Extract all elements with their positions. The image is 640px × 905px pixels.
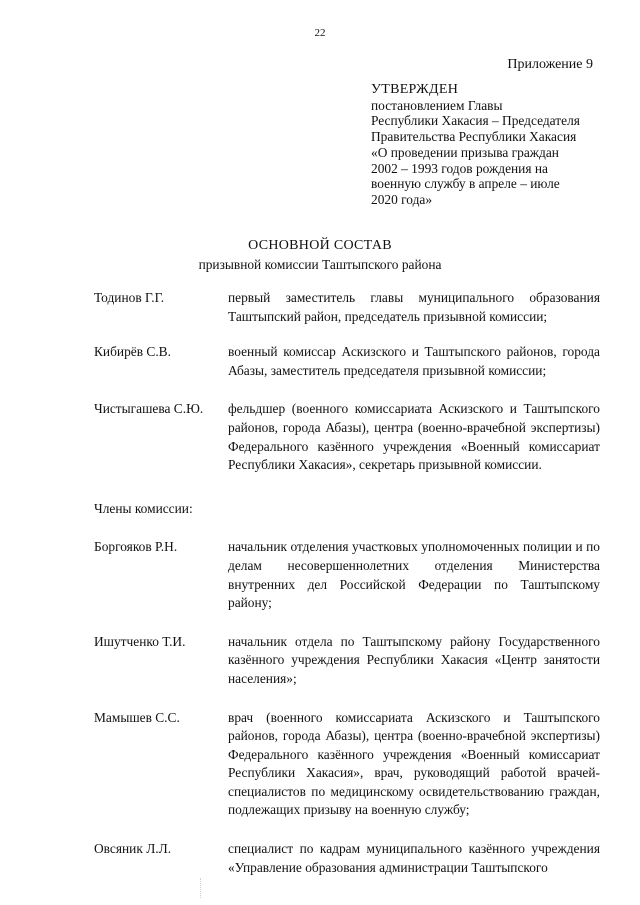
member-name: Мамышев С.С. xyxy=(94,709,180,725)
member-description: военный комиссар Аскизского и Таштыпского районов, города Абазы, заместитель председателя призывной комиссии; xyxy=(228,344,600,378)
member-row xyxy=(94,538,600,612)
member-description: первый заместитель главы муниципального образования Таштыпский район, председатель призывной комиссии; xyxy=(228,290,600,324)
approval-line: постановлением Главы xyxy=(371,97,503,113)
approval-line: «О проведении призыва граждан xyxy=(371,144,559,160)
member-row xyxy=(94,633,600,689)
member-description: начальник отдела по Таштыпскому району Государственного казённого учреждения Республики Хакасия «Центр занятости населения»; xyxy=(228,633,600,686)
approval-block xyxy=(371,82,611,208)
member-row-secretary xyxy=(94,400,600,474)
approval-line: 2020 года» xyxy=(371,191,433,207)
commission-list xyxy=(94,289,600,877)
member-row xyxy=(94,840,600,877)
member-name: Чистыгашева С.Ю. xyxy=(94,401,204,417)
approval-line: Республики Хакасия – Председателя xyxy=(371,113,580,129)
member-description: врач (военного комиссариата Аскизского и Таштыпского районов, города Абазы), центра (военно-врачебной экспертизы) Федерального казённого учреждения «Военный комиссариат Республики Хакасия», врач, руководящий работой врачей-специалистов по медицинскому освидетельствованию граждан, подлежащих призыву на военную службу; xyxy=(228,709,600,818)
member-name: Боргояков Р.Н. xyxy=(94,539,178,555)
member-row-chairman xyxy=(94,289,600,326)
document-subtitle: призывной комиссии Таштыпского района xyxy=(198,257,442,272)
member-name: Тодинов Г.Г. xyxy=(94,290,165,305)
page-number: 22 xyxy=(314,27,326,39)
member-row xyxy=(94,709,600,821)
approval-line: 2002 – 1993 годов рождения на xyxy=(371,160,548,176)
appendix-label: Приложение 9 xyxy=(507,57,593,72)
members-section-label: Члены комиссии: xyxy=(94,500,193,516)
document-title: ОСНОВНОЙ СОСТАВ xyxy=(248,238,392,253)
member-name: Ишутченко Т.И. xyxy=(94,633,186,649)
scan-artifact-mark xyxy=(200,878,202,898)
member-description: специалист по кадрам муниципального казённого учреждения «Управление образования администрации Таштыпского xyxy=(228,841,600,875)
member-name: Кибирёв С.В. xyxy=(94,344,171,360)
member-description: фельдшер (военного комиссариата Аскизского и Таштыпского районов, города Абазы), центра (военно-врачебной экспертизы) Федерального казённого учреждения «Военный комиссариат Республики Хакасия», секретарь призывной комиссии. xyxy=(228,401,600,473)
approval-line: военную службу в апреле – июле xyxy=(371,176,560,192)
approval-line: Правительства Республики Хакасия xyxy=(371,129,577,145)
member-name: Овсяник Л.Л. xyxy=(94,841,172,857)
member-row-deputy-chairman xyxy=(94,343,600,380)
approval-title: УТВЕРЖДЕН xyxy=(371,82,459,97)
member-description: начальник отделения участковых уполномоченных полиции и по делам несовершеннолетних отделения Министерства внутренних дел Российской Федерации по Таштыпскому району; xyxy=(228,539,600,611)
